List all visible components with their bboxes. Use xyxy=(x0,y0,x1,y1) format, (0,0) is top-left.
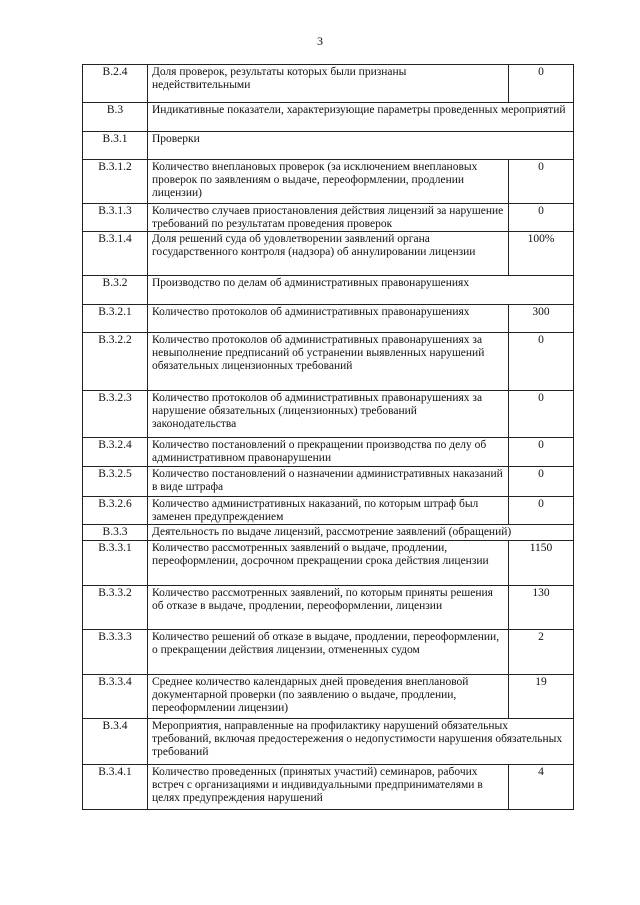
row-code: B.3.3 xyxy=(83,525,148,541)
row-description: Количество случаев приостановления действия лицензий за нарушение требований по результатам проведения проверок xyxy=(148,204,509,232)
row-code: B.3.1.3 xyxy=(83,204,148,232)
row-code: B.3.4 xyxy=(83,719,148,765)
row-value: 1150 xyxy=(509,541,574,586)
row-code: B.3.3.1 xyxy=(83,541,148,586)
row-description: Доля решений суда об удовлетворении заявлений органа государственного контроля (надзора) об аннулировании лицензии xyxy=(148,232,509,276)
row-value: 0 xyxy=(509,333,574,391)
row-description: Количество протоколов об административных правонарушениях xyxy=(148,305,509,333)
row-description: Индикативные показатели, характеризующие параметры проведенных мероприятий xyxy=(148,103,574,132)
table-row xyxy=(83,541,574,586)
row-description: Количество постановлений о прекращении производства по делу об административном правонарушении xyxy=(148,438,509,467)
row-code: B.3.1.2 xyxy=(83,160,148,204)
row-description: Количество административных наказаний, по которым штраф был заменен предупреждением xyxy=(148,497,509,525)
row-value: 130 xyxy=(509,586,574,630)
table-row xyxy=(83,391,574,438)
row-description: Производство по делам об административных правонарушениях xyxy=(148,276,574,305)
row-code: B.3.2.3 xyxy=(83,391,148,438)
indicators-table-body xyxy=(83,65,574,810)
row-value: 0 xyxy=(509,65,574,103)
row-description: Количество рассмотренных заявлений о выдаче, продлении, переоформлении, досрочном прекращении срока действия лицензии xyxy=(148,541,509,586)
table-row xyxy=(83,276,574,305)
row-code: B.3 xyxy=(83,103,148,132)
row-code: B.2.4 xyxy=(83,65,148,103)
row-code: B.3.2.4 xyxy=(83,438,148,467)
row-code: B.3.2.6 xyxy=(83,497,148,525)
row-value: 0 xyxy=(509,467,574,497)
table-row xyxy=(83,132,574,160)
row-code: B.3.1 xyxy=(83,132,148,160)
row-value: 100% xyxy=(509,232,574,276)
table-row xyxy=(83,438,574,467)
table-row xyxy=(83,232,574,276)
row-code: B.3.4.1 xyxy=(83,765,148,810)
table-row xyxy=(83,586,574,630)
row-value: 300 xyxy=(509,305,574,333)
row-code: B.3.3.2 xyxy=(83,586,148,630)
row-description: Среднее количество календарных дней проведения внеплановой документарной проверки (по заявлению о выдаче, продлении, переоформлении лицензии) xyxy=(148,675,509,719)
table-row xyxy=(83,103,574,132)
table-row xyxy=(83,630,574,675)
row-code: B.3.2.1 xyxy=(83,305,148,333)
page-number: 3 xyxy=(317,34,323,48)
row-description: Количество протоколов об административных правонарушениях за невыполнение предписаний об устранении выявленных нарушений обязательных лицензионных требований xyxy=(148,333,509,391)
row-value: 0 xyxy=(509,160,574,204)
row-description: Количество решений об отказе в выдаче, продлении, переоформлении, о прекращении действия лицензии, отмененных судом xyxy=(148,630,509,675)
table-row xyxy=(83,204,574,232)
row-description: Мероприятия, направленные на профилактику нарушений обязательных требований, включая предостережения о недопустимости нарушения обязательных требований xyxy=(148,719,574,765)
row-value: 0 xyxy=(509,204,574,232)
row-value: 2 xyxy=(509,630,574,675)
row-description: Проверки xyxy=(148,132,574,160)
table-row xyxy=(83,497,574,525)
indicators-table xyxy=(82,64,574,810)
row-code: B.3.3.4 xyxy=(83,675,148,719)
row-description: Количество внеплановых проверок (за исключением внеплановых проверок по заявлениям о выдаче, переоформлении, продлении лицензии) xyxy=(148,160,509,204)
table-row xyxy=(83,765,574,810)
row-description: Доля проверок, результаты которых были признаны недействительными xyxy=(148,65,509,103)
row-code: B.3.2.5 xyxy=(83,467,148,497)
row-value: 4 xyxy=(509,765,574,810)
row-value: 19 xyxy=(509,675,574,719)
row-code: B.3.3.3 xyxy=(83,630,148,675)
row-value: 0 xyxy=(509,497,574,525)
table-row xyxy=(83,305,574,333)
table-row xyxy=(83,675,574,719)
table-row xyxy=(83,467,574,497)
row-code: B.3.1.4 xyxy=(83,232,148,276)
table-row xyxy=(83,65,574,103)
row-value: 0 xyxy=(509,438,574,467)
row-description: Деятельность по выдаче лицензий, рассмотрение заявлений (обращений) xyxy=(148,525,574,541)
row-description: Количество рассмотренных заявлений, по которым приняты решения об отказе в выдаче, продлении, переоформлении, лицензии xyxy=(148,586,509,630)
row-value: 0 xyxy=(509,391,574,438)
row-description: Количество проведенных (принятых участий) семинаров, рабочих встреч с организациями и индивидуальными предпринимателями в целях предупреждения нарушений xyxy=(148,765,509,810)
table-row xyxy=(83,160,574,204)
row-code: B.3.2.2 xyxy=(83,333,148,391)
row-description: Количество протоколов об административных правонарушениях за нарушение обязательных (лицензионных) требований законодательства xyxy=(148,391,509,438)
table-row xyxy=(83,525,574,541)
row-code: B.3.2 xyxy=(83,276,148,305)
table-row xyxy=(83,719,574,765)
row-description: Количество постановлений о назначении административных наказаний в виде штрафа xyxy=(148,467,509,497)
table-row xyxy=(83,333,574,391)
